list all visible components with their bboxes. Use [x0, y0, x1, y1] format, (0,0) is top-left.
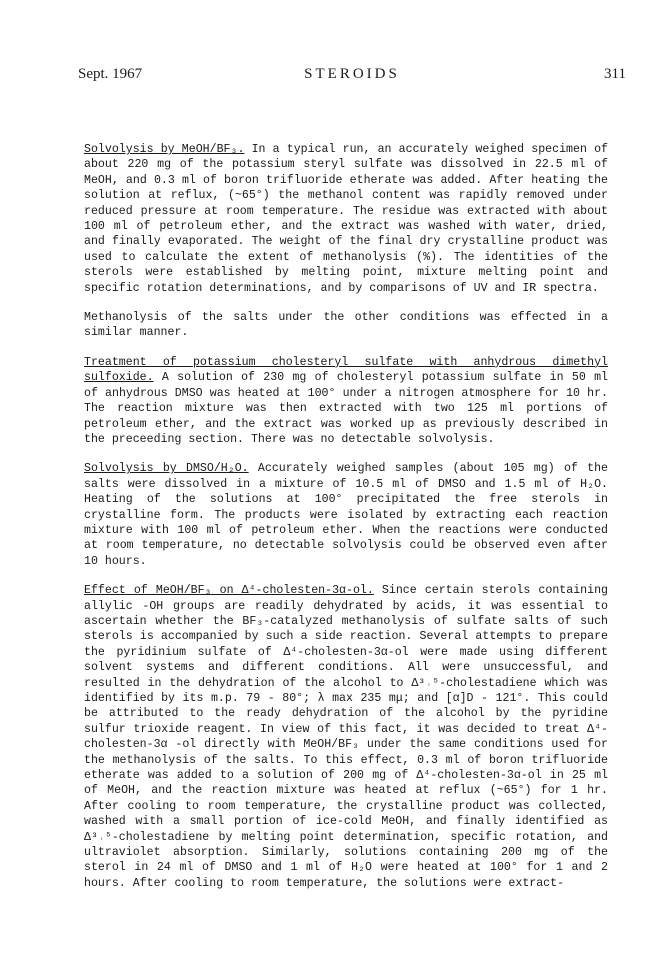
page-header — [78, 66, 626, 86]
journal-title: STEROIDS — [304, 66, 400, 82]
section-text: A solution of 230 mg of cholesteryl potassium sulfate in 50 ml of anhydrous DMSO was heated at 100° under a nitrogen atmosphere for 10 hr. The reaction mixture was then extracted with two 125 ml portions of petroleum ether, and the extract was worked up as previously described in the preceeding section. There was no detectable solvolysis. — [84, 371, 608, 446]
page-number: 311 — [604, 66, 626, 82]
article-body — [84, 142, 608, 905]
issue-date: Sept. 1967 — [78, 66, 143, 82]
section-text: Accurately weighed samples (about 105 mg) of the salts were dissolved in a mixture of 10.5 ml of DMSO and 1.5 ml of H₂O. Heating of the solutions at 100° precipitated the free sterols in crystalline form. The products were isolated by extracting each reaction mixture with 100 ml of petroleum ether. When the reactions were conducted at room temperature, no detectable solvolysis could be observed even after 10 hours. — [84, 462, 608, 568]
section-heading: Solvolysis by MeOH/BF₃. — [84, 143, 245, 156]
section-heading: Treatment of potassium cholesteryl sulfate with anhydrous dimethyl sulfoxide. — [84, 355, 608, 385]
section-dmso-water — [84, 461, 608, 569]
section-text: In a typical run, an accurately weighed specimen of about 220 mg of the potassium steryl sulfate was dissolved in 22.5 ml of MeOH, and 0.3 ml of boron trifluoride etherate was added. After heating the solution at reflux, (~65°) the methanol content was rapidly removed under reduced pressure at room temperature. The residue was extracted with about 100 ml of petroleum ether, and the extract was washed with water, dried, and finally evaporated. The weight of the final dry crystalline product was used to calculate the extent of methanolysis (%). The identities of the sterols were established by melting point, mixture melting point and specific rotation determinations, and by comparisons of UV and IR spectra. — [84, 143, 608, 295]
section-other-conditions — [84, 310, 608, 341]
section-dmso-treatment — [84, 355, 608, 447]
section-heading: Solvolysis by DMSO/H₂O. — [84, 462, 249, 476]
section-methanolysis-bf3 — [84, 142, 608, 296]
section-text: Since certain sterols containing allylic -OH groups are readily dehydrated by acids, it was essential to ascertain whether the BF₃-catalyzed methanolysis of sulfate salts of such sterols is accompanied by such a side reaction. Several attempts to prepare the pyridinium sulfate of Δ⁴-cholesten-3α-ol were made using different solvent systems and different conditions. All were unsuccessful, and resulted in the dehydration of the alcohol to Δ³˒⁵-cholestadiene which was identified by its m.p. 79 - 80°; λ max 235 mμ; and [α]D - 121°. This could be attributed to the ready dehydration of the alcohol by the pyridine sulfur trioxide reagent. In view of this fact, it was decided to treat Δ⁴-cholesten-3α -ol directly with MeOH/BF₃ under the same conditions used for the methanolysis of the salts. To this effect, 0.3 ml of boron trifluoride etherate was added to a solution of 200 mg of Δ⁴-cholesten-3α-ol in 25 ml of MeOH, and the reaction mixture was heated at reflux (~65°) for 1 hr. After cooling to room temperature, the crystalline product was collected, washed with a small portion of ice-cold MeOH, and finally identified as Δ³˒⁵-cholestadiene by melting point determination, specific rotation, and ultraviolet absorption. Similarly, solutions containing 200 mg of the sterol in 24 ml of DMSO and 1 ml of H₂O were heated at 100° for 1 and 2 hours. After cooling to room temperature, the solutions were extract- — [84, 584, 608, 890]
section-text: Methanolysis of the salts under the other conditions was effected in a similar manner. — [84, 311, 608, 340]
section-heading: Effect of MeOH/BF₃ on Δ⁴-cholesten-3α-ol. — [84, 584, 374, 598]
section-cholestenol-effect — [84, 583, 608, 891]
